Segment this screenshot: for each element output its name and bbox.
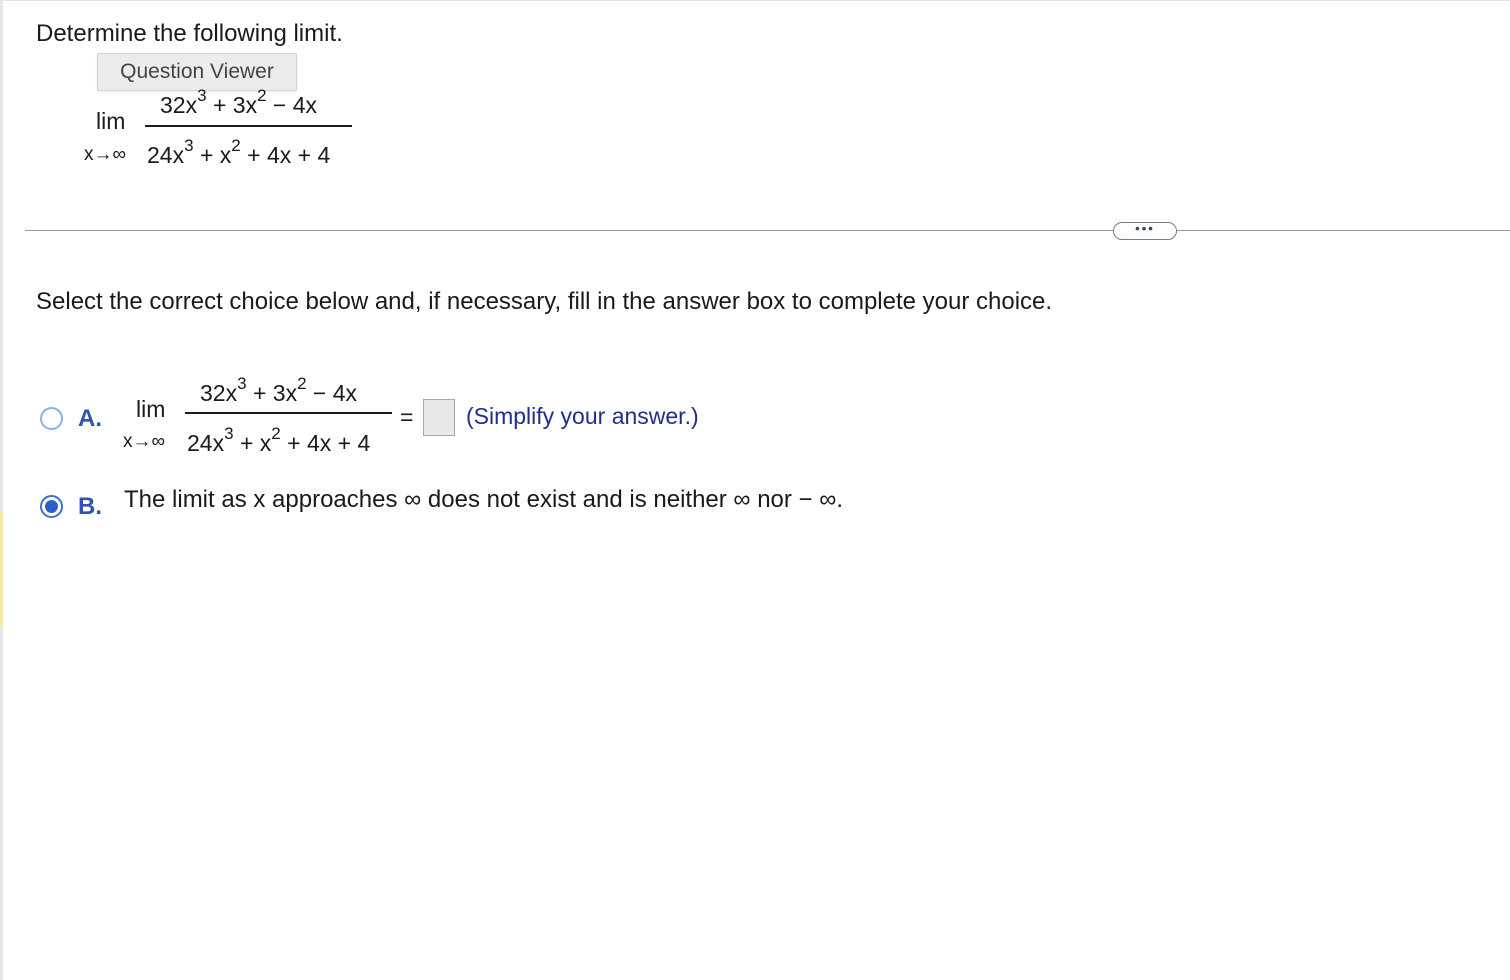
ellipsis-icon: ••• bbox=[1135, 221, 1155, 236]
question-viewer-tooltip: Question Viewer bbox=[97, 53, 297, 91]
choice-a-radio[interactable] bbox=[40, 407, 63, 430]
limit-label: lim bbox=[96, 108, 126, 134]
left-accent-bar bbox=[0, 510, 3, 628]
left-border bbox=[0, 0, 3, 980]
question-prompt: Determine the following limit. bbox=[36, 20, 343, 47]
limit-denominator: $24x^3 + x^2 + 4x + 4$ bbox=[147, 136, 331, 168]
instruction-text: Select the correct choice below and, if necessary, fill in the answer box to complete your choice. bbox=[36, 288, 1053, 315]
limit-label: lim bbox=[136, 396, 166, 422]
choice-b-radio[interactable] bbox=[40, 495, 63, 518]
more-options-button[interactable] bbox=[1113, 222, 1177, 240]
top-border bbox=[0, 0, 1510, 1]
fraction-bar bbox=[145, 125, 352, 127]
simplify-hint: (Simplify your answer.) bbox=[466, 403, 699, 429]
answer-input-box[interactable] bbox=[423, 399, 455, 436]
limit-numerator: $32x^3 + 3x^2 - 4x$ bbox=[160, 86, 318, 118]
choice-b-text: The limit as x approaches ∞ does not exist and is neither ∞ nor − ∞. bbox=[124, 486, 844, 513]
equals-sign: = bbox=[400, 404, 414, 430]
choice-a-letter: A. bbox=[78, 405, 102, 432]
limit-denominator: $24x^3 + x^2 + 4x + 4$ bbox=[187, 424, 371, 456]
limit-subscript: x→∞ bbox=[84, 144, 127, 165]
fraction-bar bbox=[185, 412, 392, 414]
choice-b-letter: B. bbox=[78, 493, 102, 520]
limit-subscript: x→∞ bbox=[123, 431, 166, 452]
section-divider bbox=[25, 230, 1510, 231]
limit-numerator: $32x^3 + 3x^2 - 4x$ bbox=[200, 374, 358, 406]
